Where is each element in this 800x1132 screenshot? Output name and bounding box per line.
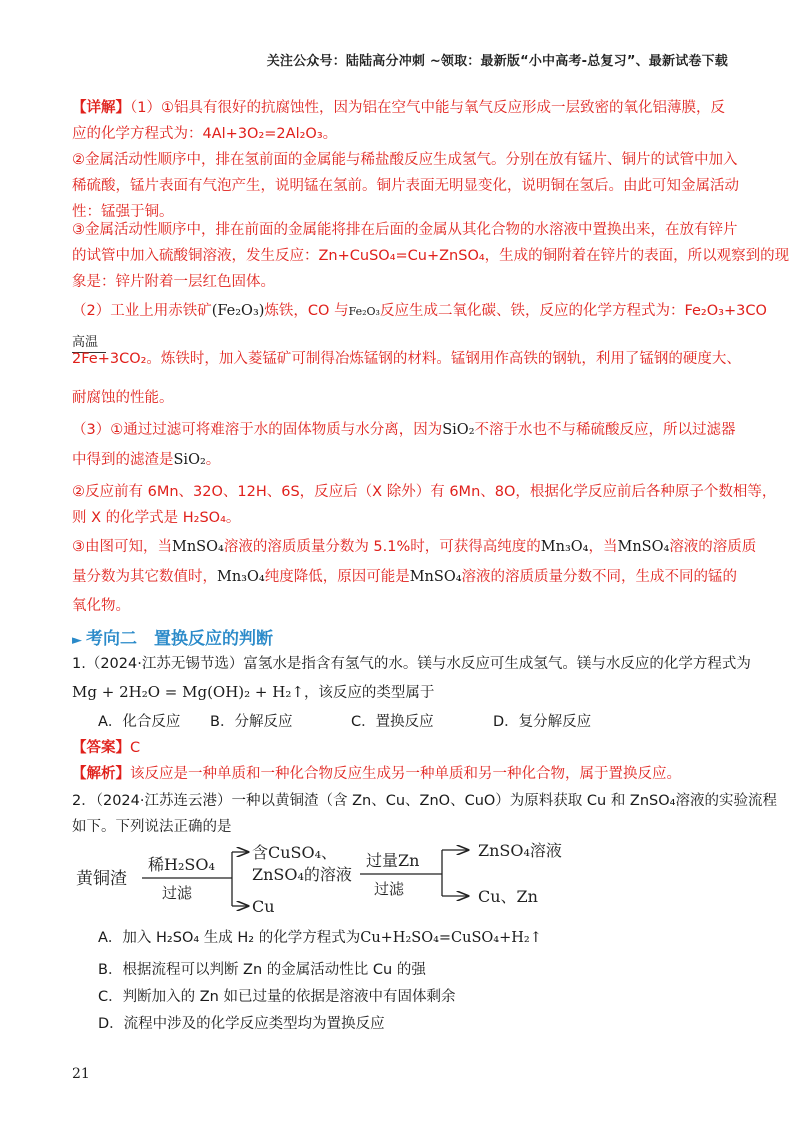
detail-line-18: 氧化物。 [72, 598, 130, 614]
flow-reagent-1: 稀H₂SO₄ [148, 855, 215, 874]
formula: SiO₂ [442, 422, 475, 438]
flow-op-2: 过滤 [374, 880, 405, 898]
text: 。 [205, 452, 221, 468]
text: 量分数为其它数值时， [72, 569, 217, 585]
formula: Mn₃O₄ [540, 539, 589, 555]
detail-line-6: ③金属活动性顺序中，排在前面的金属能将排在后面的金属从其化合物的水溶液中置换出来，在放有锌片 [72, 222, 738, 238]
q2-option-a-equation: Cu+H₂SO₄=CuSO₄+H₂↑ [360, 930, 542, 946]
text: 反应生成二氧化碳、铁，反应的化学方程式为：Fe₂O₃+3CO [379, 303, 767, 319]
analysis-text: 该反应是一种单质和一种化合物反应生成另一种单质和另一种化合物，属于置换反应。 [130, 766, 681, 782]
formula: MnSO₄ [172, 539, 224, 555]
detail-line-9 [72, 301, 767, 322]
q2-flow-diagram [70, 838, 590, 918]
detail-line-15: 则 X 的化学式是 H₂SO₄。 [72, 510, 241, 526]
analysis-tag: 【解析】 [72, 766, 130, 782]
flow-residue-1: Cu [252, 897, 275, 916]
detail-line-4: 稀硫酸，锰片表面有气泡产生，说明锰在氢前。铜片表面无明显变化，说明铜在氢后。由此可知金属活动 [72, 178, 739, 194]
detail-line-13 [72, 450, 734, 470]
text: 溶液的溶质质 [669, 539, 757, 555]
detail-tag: 【详解】 [72, 100, 130, 116]
section-title: 考向二 置换反应的判断 [86, 629, 273, 649]
q2-stem-2: 如下。下列说法正确的是 [72, 819, 232, 835]
detail-line-5: 性：锰强于铜。 [72, 204, 174, 220]
page-number: 21 [72, 1066, 90, 1082]
q1-analysis [72, 764, 734, 784]
text: 溶液的溶质质量分数为 5.1%时，可获得高纯度的 [223, 539, 541, 555]
q1-equation: Mg + 2H₂O = Mg(OH)₂ + H₂↑ [72, 683, 304, 701]
text: （2）工业上用赤铁矿 [72, 303, 212, 319]
text: ，该反应的类型属于 [303, 685, 435, 701]
formula: Mn₃O₄ [217, 569, 265, 585]
page-header: 关注公众号：陆陆高分冲刺 ~领取：最新版“小中高考-总复习”、最新试卷下载 [266, 54, 728, 69]
q2-option-c[interactable]: C．判断加入的 Zn 如已过量的依据是溶液中有固体剩余 [98, 989, 456, 1005]
text: 2Fe+3CO₂。炼铁时，加入菱锰矿可制得冶炼锰钢的材料。锰钢用作高铁的钢轨，利用了锰钢的硬度大、 [72, 351, 741, 367]
flow-residue-2: Cu、Zn [478, 887, 538, 906]
q1-answer [72, 738, 734, 758]
text: ③由图可知，当 [72, 539, 172, 555]
text: 纯度降低，原因可能是 [264, 569, 410, 585]
answer-tag: 【答案】 [72, 740, 130, 756]
text: 高温 [72, 335, 99, 350]
q2-stem: 2．（2024·江苏连云港）一种以黄铜渣（含 Zn、Cu、ZnO、CuO）为原料获取 Cu 和 ZnSO₄溶液的实验流程 [72, 793, 777, 809]
detail-line-14: ②反应前有 6Mn、32O、12H、6S，反应后（X 除外）有 6Mn、8O，根据化学反应前后各种原子个数相等， [72, 484, 777, 500]
formula: MnSO₄ [617, 539, 670, 555]
detail-line-11: 耐腐蚀的性能。 [72, 390, 174, 406]
detail-line-3: ②金属活动性顺序中，排在氢前面的金属能与稀盐酸反应生成氢气。分别在放有锰片、铜片的试管中加入 [72, 152, 738, 168]
q1-option-d[interactable]: D．复分解反应 [493, 714, 592, 730]
text: A．加入 H₂SO₄ 生成 H₂ 的化学方程式为 [98, 930, 361, 946]
formula: (Fe₂O₃) [211, 303, 265, 319]
q2-option-d[interactable]: D．流程中涉及的化学反应类型均为置换反应 [98, 1016, 385, 1032]
detail-line-7: 的试管中加入硫酸铜溶液，发生反应：Zn+CuSO₄=Cu+ZnSO₄，生成的铜附着在锌片的表面，所以观察到的现 [72, 248, 790, 264]
q2-option-b[interactable]: B．根据流程可以判断 Zn 的金属活动性比 Cu 的强 [98, 962, 426, 978]
detail-line-2: 应的化学方程式为：4Al+3O₂=2Al₂O₃。 [72, 126, 338, 142]
section-heading [72, 624, 273, 649]
text: 溶液的溶质质量分数不同，生成不同的锰的 [461, 569, 738, 585]
text: （1）①铝具有很好的抗腐蚀性，因为铝在空气中能与氧气反应形成一层致密的氧化铝薄膜，反 [130, 100, 725, 116]
formula: Fe₂O₃ [348, 305, 380, 318]
detail-line-16 [72, 537, 757, 557]
detail-line-17 [72, 567, 738, 587]
flow-op-1: 过滤 [162, 884, 193, 902]
detail-line-12 [72, 420, 734, 440]
text: （3）①通过过滤可将难溶于水的固体物质与水分离，因为 [72, 422, 443, 438]
text: ，当 [588, 539, 618, 555]
triangle-icon: ► [72, 633, 82, 648]
formula: MnSO₄ [409, 569, 462, 585]
q2-option-a[interactable] [98, 928, 542, 948]
flow-reagent-2: 过量Zn [366, 851, 420, 870]
q1-option-b[interactable]: B．分解反应 [210, 714, 293, 730]
text: 炼铁，CO 与 [264, 303, 349, 319]
q1-option-a[interactable]: A．化合反应 [98, 714, 181, 730]
q1-stem: 1.（2024·江苏无锡节选）富氢水是指含有氢气的水。镁与水反应可生成氢气。镁与水反应的化学方程式为 [72, 656, 751, 672]
flow-filtrate-1a: 含CuSO₄、 [252, 843, 338, 862]
q1-stem-2 [72, 682, 734, 703]
flow-start: 黄铜渣 [76, 869, 127, 889]
flow-filtrate-2: ZnSO₄溶液 [478, 841, 562, 860]
q1-option-c[interactable]: C．置换反应 [351, 714, 434, 730]
formula: SiO₂ [173, 452, 206, 468]
detail-line-10 [72, 349, 741, 369]
flow-filtrate-1b: ZnSO₄的溶液 [252, 865, 352, 884]
answer-value: C [130, 740, 141, 756]
text: 中得到的滤渣是 [72, 452, 174, 468]
text: 不溶于水也不与稀硫酸反应，所以过滤器 [474, 422, 736, 438]
detail-line-8: 象是：锌片附着一层红色固体。 [72, 274, 275, 290]
detail-line-1 [72, 98, 734, 118]
